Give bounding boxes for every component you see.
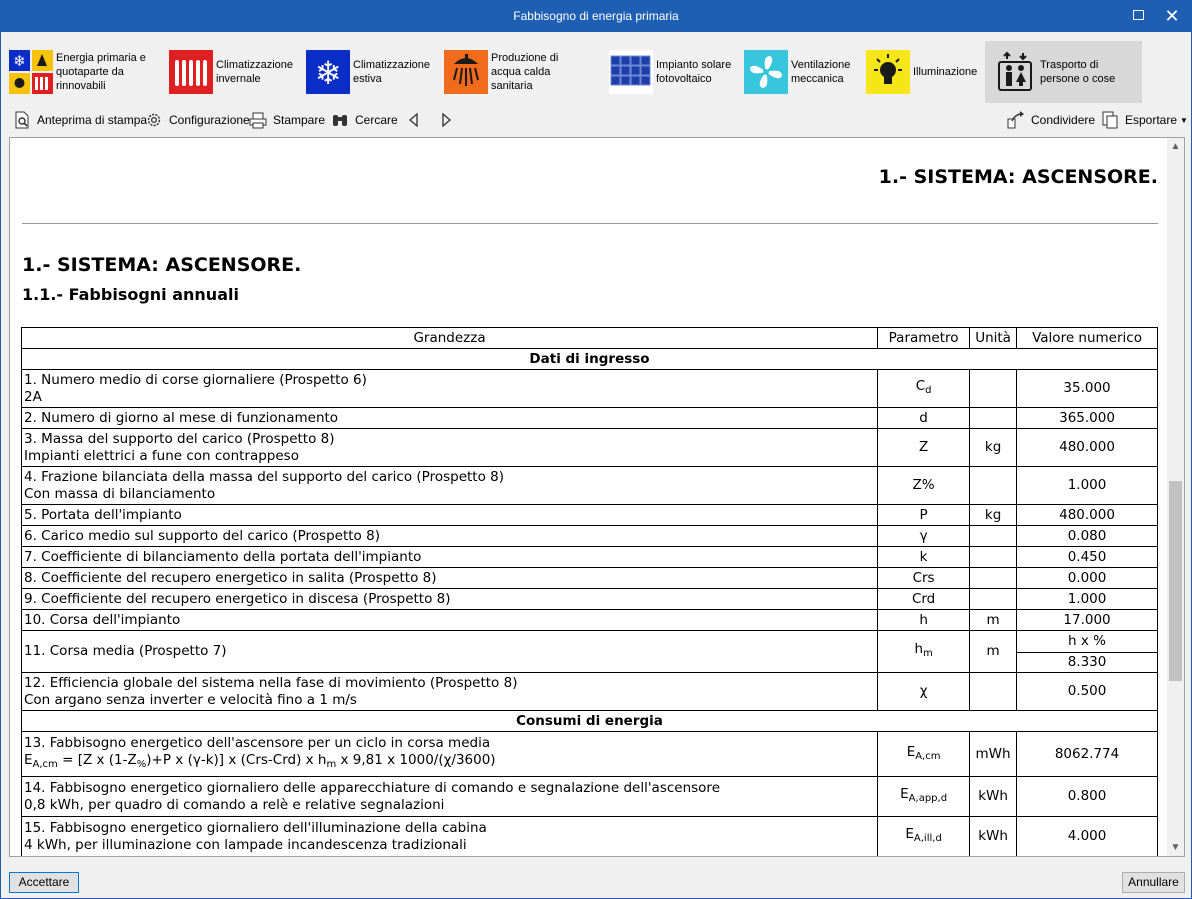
row-parameter: χ	[878, 673, 970, 711]
param-symbol: P	[919, 506, 928, 523]
row-unit: kWh	[970, 817, 1017, 857]
binoculars-icon	[331, 111, 349, 129]
row-value: 4.000	[1017, 817, 1158, 857]
row-line: 13. Fabbisogno energetico dell'ascensore per un ciclo in corsa media	[24, 735, 491, 751]
table-row	[22, 547, 1158, 568]
row-line: Impianti elettrici a fune con contrappeso	[24, 447, 299, 464]
row-line: 10. Corsa dell'impianto	[24, 611, 181, 628]
row-unit	[970, 408, 1017, 429]
row-parameter	[878, 526, 970, 547]
table-header-row	[22, 328, 1158, 349]
row-parameter	[878, 429, 970, 467]
table-row	[22, 429, 1158, 467]
row-line: 4 kWh, per illuminazione con lampade incandescenza tradizionali	[24, 836, 467, 853]
module-summer-cooling[interactable]	[306, 41, 438, 103]
row-line: 2. Numero di giorno al mese di funzionamento	[24, 409, 339, 426]
arrow-left-icon	[405, 111, 423, 129]
close-button[interactable]	[1155, 1, 1189, 32]
row-description	[22, 467, 878, 505]
elevator-icon	[993, 50, 1037, 94]
param-symbol: h	[919, 611, 928, 628]
scroll-up-arrow-icon[interactable]: ▲	[1170, 141, 1181, 152]
row-value: 8.330	[1017, 653, 1158, 673]
table-row	[22, 777, 1158, 817]
previous-button[interactable]	[405, 109, 429, 131]
param-subscript: m	[923, 648, 933, 659]
module-label: Impianto solare fotovoltaico	[656, 59, 732, 85]
module-lighting[interactable]	[866, 41, 984, 103]
row-parameter	[878, 777, 970, 817]
param-symbol: Crs	[912, 569, 935, 586]
row-line: 3. Massa del supporto del carico (Prospetto 8)	[24, 430, 335, 447]
row-description	[22, 408, 878, 429]
renewables-grid-icon	[9, 50, 53, 94]
param-symbol: E	[900, 786, 909, 802]
param-symbol: k	[919, 548, 928, 565]
row-line: 1. Numero medio di corse giornaliere (Prospetto 6)	[24, 371, 367, 388]
row-parameter	[878, 505, 970, 526]
table-row	[22, 505, 1158, 526]
gear-icon	[145, 111, 163, 129]
param-symbol: h	[914, 641, 923, 657]
row-value: 365.000	[1017, 408, 1158, 429]
annual-needs-table	[21, 327, 1158, 857]
row-unit	[970, 370, 1017, 408]
row-line: 6. Carico medio sul supporto del carico (Prospetto 8)	[24, 527, 380, 544]
title-bar	[1, 1, 1191, 32]
row-value: 480.000	[1017, 429, 1158, 467]
row-value: 1.000	[1017, 467, 1158, 505]
svg-text:❄: ❄	[13, 52, 26, 70]
param-subscript: d	[925, 385, 932, 396]
section-row	[22, 349, 1158, 370]
row-line: 11. Corsa media (Prospetto 7)	[24, 643, 227, 659]
row-parameter	[878, 370, 970, 408]
row-unit	[970, 526, 1017, 547]
print-button[interactable]	[249, 109, 325, 131]
row-value: 0.080	[1017, 526, 1158, 547]
row-value: 8062.774	[1017, 732, 1158, 777]
row-unit	[970, 547, 1017, 568]
param-symbol: Z%	[912, 477, 935, 493]
row-line: 9. Coefficiente del recupero energetico in discesa (Prospetto 8)	[24, 590, 451, 607]
row-line: Con argano senza inverter e velocità fino a 1 m/s	[24, 691, 357, 708]
module-ventilation[interactable]	[744, 41, 864, 103]
column-header: Unità	[970, 328, 1017, 349]
formula-line	[24, 752, 875, 773]
next-button[interactable]	[437, 109, 461, 131]
param-symbol: E	[905, 826, 914, 842]
subsection-title: 1.1.- Fabbisogni annuali	[22, 285, 239, 304]
export-dropdown[interactable]	[1101, 109, 1188, 131]
row-unit	[970, 673, 1017, 711]
export-icon	[1101, 111, 1119, 129]
module-label: Climatizzazione invernale	[216, 59, 294, 85]
configuration-button[interactable]	[145, 109, 250, 131]
row-parameter	[878, 568, 970, 589]
lightbulb-icon	[866, 50, 910, 94]
search-label: Cercare	[355, 113, 398, 127]
table-row	[22, 631, 1158, 653]
row-unit: m	[970, 610, 1017, 631]
row-unit: m	[970, 631, 1017, 673]
print-preview-button[interactable]	[13, 109, 147, 131]
print-preview-label: Anteprima di stampa	[37, 113, 148, 127]
formula-part: )+P x (γ-k)] x (Crs-Crd) x h	[146, 752, 327, 768]
toolbar	[9, 107, 1188, 133]
row-value: 0.000	[1017, 568, 1158, 589]
row-line: 4. Frazione bilanciata della massa del supporto del carico (Prospetto 8)	[24, 468, 504, 485]
row-parameter	[878, 589, 970, 610]
column-header: Parametro	[878, 328, 970, 349]
param-symbol: C	[915, 378, 926, 394]
row-parameter	[878, 817, 970, 857]
share-label: Condividere	[1031, 113, 1096, 127]
row-value: h x %	[1017, 631, 1158, 653]
dialog-footer	[1, 863, 1191, 899]
row-line: Con massa di bilanciamento	[24, 485, 216, 502]
row-parameter	[878, 547, 970, 568]
row-description	[22, 673, 878, 711]
param-symbol: Crd	[911, 590, 936, 607]
formula-subscript: m	[326, 759, 337, 770]
row-line: 8. Coefficiente del recupero energetico in salita (Prospetto 8)	[24, 569, 437, 586]
param-subscript: A,cm	[915, 750, 941, 762]
row-parameter	[878, 631, 970, 673]
section-title: 1.- SISTEMA: ASCENSORE.	[22, 254, 302, 276]
row-parameter	[878, 610, 970, 631]
row-line: 2A	[24, 388, 42, 405]
row-description	[22, 732, 878, 777]
row-description	[22, 429, 878, 467]
chevron-down-icon: ▼	[1180, 115, 1188, 125]
report-document	[10, 138, 1168, 856]
param-symbol: γ	[919, 527, 928, 544]
row-line: 15. Fabbisogno energetico giornaliero dell'illuminazione della cabina	[24, 819, 487, 836]
formula-part: x 9,81 x 1000/(χ/3600)	[336, 752, 496, 768]
module-label: Trasporto di persone o cose	[1040, 59, 1116, 85]
row-description	[22, 547, 878, 568]
section-label: Dati di ingresso	[22, 349, 1158, 370]
row-description	[22, 505, 878, 526]
row-line: 7. Coefficiente di bilanciamento della portata dell'impianto	[24, 548, 422, 565]
shower-icon	[444, 50, 488, 94]
table-row	[22, 467, 1158, 505]
table-row	[22, 370, 1158, 408]
table-row	[22, 732, 1158, 777]
row-unit	[970, 589, 1017, 610]
module-label: Climatizzazione estiva	[353, 59, 431, 85]
search-button[interactable]	[331, 109, 398, 131]
row-unit	[970, 568, 1017, 589]
row-line: 0,8 kWh, per quadro di comando a relè e relative segnalazioni	[24, 796, 445, 813]
row-value: 0.800	[1017, 777, 1158, 817]
table-row	[22, 568, 1158, 589]
row-unit: kg	[970, 429, 1017, 467]
row-parameter	[878, 467, 970, 505]
export-label: Esportare	[1125, 113, 1178, 127]
module-label: Ventilazione meccanica	[791, 59, 851, 85]
row-description	[22, 817, 878, 857]
row-unit: mWh	[970, 732, 1017, 777]
row-description	[22, 568, 878, 589]
row-value: 1.000	[1017, 589, 1158, 610]
module-renewables[interactable]	[9, 41, 155, 103]
row-unit	[970, 467, 1017, 505]
close-icon: ✕	[1164, 6, 1180, 26]
solar-panel-icon	[609, 50, 653, 94]
param-symbol: E	[906, 743, 916, 760]
row-value: 480.000	[1017, 505, 1158, 526]
row-value: 0.500	[1017, 673, 1158, 711]
row-value: 35.000	[1017, 370, 1158, 408]
column-header: Grandezza	[22, 328, 878, 349]
print-label: Stampare	[273, 113, 326, 127]
module-people-transport[interactable]	[985, 41, 1142, 103]
row-value: 17.000	[1017, 610, 1158, 631]
page-header-title: 1.- SISTEMA: ASCENSORE.	[878, 166, 1158, 188]
maximize-icon	[1133, 10, 1144, 20]
row-line: 14. Fabbisogno energetico giornaliero delle apparecchiature di comando e segnalazione dell'ascensore	[24, 779, 720, 796]
radiator-icon	[169, 50, 213, 94]
row-line: 5. Portata dell'impianto	[24, 506, 182, 523]
row-unit: kg	[970, 505, 1017, 526]
formula-part: E	[24, 752, 33, 768]
printer-icon	[249, 111, 267, 129]
row-description	[22, 526, 878, 547]
svg-text:❄: ❄	[314, 54, 342, 92]
arrow-right-icon	[437, 111, 455, 129]
param-symbol: d	[919, 409, 928, 426]
module-label: Produzione di acqua calda sanitaria	[491, 52, 559, 92]
configuration-label: Configurazione	[169, 113, 250, 127]
row-parameter	[878, 732, 970, 777]
formula-subscript: A,cm	[32, 759, 58, 770]
formula-subscript: %	[136, 759, 147, 770]
vertical-scrollbar[interactable]	[1167, 138, 1184, 856]
module-ribbon	[9, 41, 1185, 103]
table-row	[22, 817, 1158, 857]
row-description	[22, 610, 878, 631]
cancel-button[interactable]: Annullare	[1122, 872, 1185, 893]
formula-part: = [Z x (1-Z	[57, 752, 137, 768]
table-row	[22, 408, 1158, 429]
row-line: 12. Efficiencia globale del sistema nella fase di movimiento (Prospetto 8)	[24, 674, 518, 691]
row-description	[22, 370, 878, 408]
accept-button[interactable]: Accettare	[9, 872, 79, 893]
scroll-down-arrow-icon[interactable]: ▼	[1170, 842, 1181, 853]
table-row	[22, 673, 1158, 711]
share-icon	[1007, 111, 1025, 129]
snowflake-icon	[306, 50, 350, 94]
module-winter-heating[interactable]	[169, 41, 299, 103]
row-description	[22, 631, 878, 673]
param-subscript: A,ill,d	[913, 833, 942, 844]
module-label: Illuminazione	[913, 66, 978, 78]
input-rows	[22, 370, 1158, 631]
module-label: Energia primaria e quotaparte da rinnovabili	[56, 52, 146, 92]
print-preview-icon	[13, 111, 31, 129]
table-row	[22, 589, 1158, 610]
column-header: Valore numerico	[1017, 328, 1158, 349]
row-description	[22, 589, 878, 610]
module-hot-water[interactable]	[444, 41, 596, 103]
param-symbol: Z	[918, 439, 929, 455]
header-divider	[22, 223, 1158, 224]
table-row	[22, 610, 1158, 631]
row-value: 0.450	[1017, 547, 1158, 568]
window-title: Fabbisogno di energia primaria	[513, 9, 679, 23]
row-unit: kWh	[970, 777, 1017, 817]
section-row	[22, 711, 1158, 732]
report-viewer[interactable]	[9, 137, 1185, 857]
table-row	[22, 526, 1158, 547]
scrollbar-thumb[interactable]	[1169, 481, 1182, 681]
fan-icon	[744, 50, 788, 94]
row-description	[22, 777, 878, 817]
row-parameter	[878, 408, 970, 429]
module-solar-pv[interactable]	[609, 41, 739, 103]
maximize-button[interactable]	[1121, 1, 1155, 32]
share-button[interactable]	[1007, 109, 1095, 131]
param-subscript: A,app,d	[908, 793, 948, 804]
section-label: Consumi di energia	[22, 711, 1158, 732]
